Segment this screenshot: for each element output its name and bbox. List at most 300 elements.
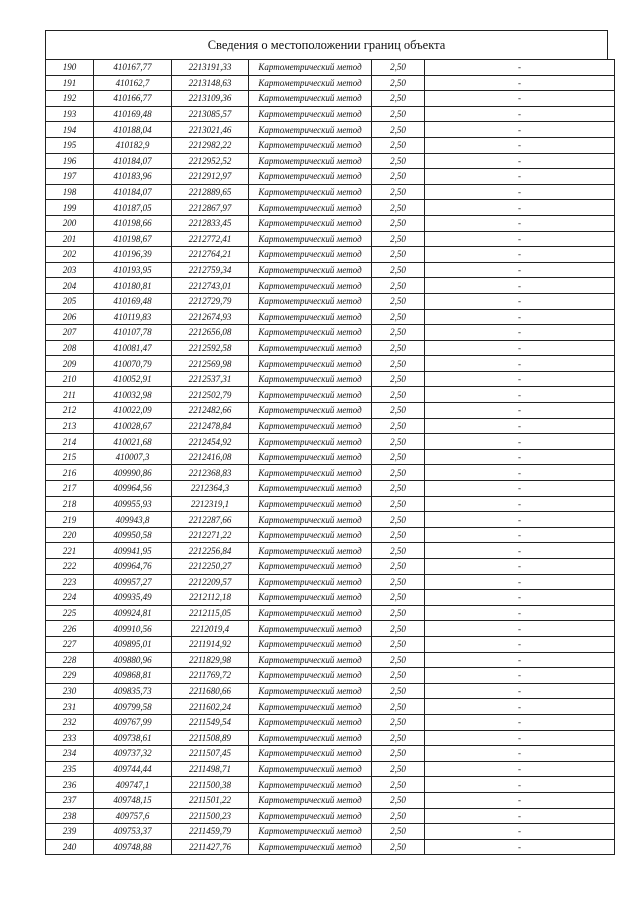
point-number-cell: 193 (46, 106, 94, 122)
x-coordinate-cell: 410119,83 (94, 309, 172, 325)
table-row (46, 278, 615, 294)
method-cell: Картометрический метод (249, 636, 372, 652)
point-number-cell: 225 (46, 605, 94, 621)
description-cell: - (425, 683, 615, 699)
point-number-cell: 231 (46, 699, 94, 715)
point-number-cell: 215 (46, 449, 94, 465)
table-row (46, 746, 615, 762)
y-coordinate-cell: 2212772,41 (172, 231, 249, 247)
y-coordinate-cell: 2211459,79 (172, 824, 249, 840)
accuracy-cell: 2,50 (372, 481, 425, 497)
description-cell: - (425, 434, 615, 450)
method-cell: Картометрический метод (249, 481, 372, 497)
description-cell: - (425, 527, 615, 543)
method-cell: Картометрический метод (249, 184, 372, 200)
table-row (46, 247, 615, 263)
method-cell: Картометрический метод (249, 278, 372, 294)
accuracy-cell: 2,50 (372, 293, 425, 309)
method-cell: Картометрический метод (249, 730, 372, 746)
y-coordinate-cell: 2212952,52 (172, 153, 249, 169)
table-row (46, 777, 615, 793)
description-cell: - (425, 543, 615, 559)
method-cell: Картометрический метод (249, 403, 372, 419)
accuracy-cell: 2,50 (372, 683, 425, 699)
method-cell: Картометрический метод (249, 761, 372, 777)
table-row (46, 683, 615, 699)
y-coordinate-cell: 2211427,76 (172, 839, 249, 855)
description-cell: - (425, 652, 615, 668)
method-cell: Картометрический метод (249, 574, 372, 590)
accuracy-cell: 2,50 (372, 652, 425, 668)
table-row (46, 434, 615, 450)
x-coordinate-cell: 409910,56 (94, 621, 172, 637)
table-row (46, 137, 615, 153)
x-coordinate-cell: 410193,95 (94, 262, 172, 278)
accuracy-cell: 2,50 (372, 746, 425, 762)
description-cell: - (425, 792, 615, 808)
table-body (46, 60, 615, 855)
table-row (46, 512, 615, 528)
y-coordinate-cell: 2211498,71 (172, 761, 249, 777)
method-cell: Картометрический метод (249, 621, 372, 637)
x-coordinate-cell: 410188,04 (94, 122, 172, 138)
x-coordinate-cell: 410032,98 (94, 387, 172, 403)
method-cell: Картометрический метод (249, 293, 372, 309)
x-coordinate-cell: 409738,61 (94, 730, 172, 746)
description-cell: - (425, 231, 615, 247)
accuracy-cell: 2,50 (372, 668, 425, 684)
description-cell: - (425, 746, 615, 762)
method-cell: Картометрический метод (249, 714, 372, 730)
y-coordinate-cell: 2212743,01 (172, 278, 249, 294)
method-cell: Картометрический метод (249, 839, 372, 855)
method-cell: Картометрический метод (249, 200, 372, 216)
point-number-cell: 229 (46, 668, 94, 684)
y-coordinate-cell: 2212982,22 (172, 137, 249, 153)
table-row (46, 714, 615, 730)
accuracy-cell: 2,50 (372, 496, 425, 512)
x-coordinate-cell: 410070,79 (94, 356, 172, 372)
x-coordinate-cell: 409990,86 (94, 465, 172, 481)
description-cell: - (425, 169, 615, 185)
point-number-cell: 212 (46, 403, 94, 419)
y-coordinate-cell: 2212209,57 (172, 574, 249, 590)
table-row (46, 668, 615, 684)
table-row (46, 340, 615, 356)
x-coordinate-cell: 410187,05 (94, 200, 172, 216)
document-title: Сведения о местоположении границ объекта (45, 30, 608, 59)
accuracy-cell: 2,50 (372, 231, 425, 247)
x-coordinate-cell: 410184,07 (94, 184, 172, 200)
accuracy-cell: 2,50 (372, 590, 425, 606)
point-number-cell: 203 (46, 262, 94, 278)
x-coordinate-cell: 410081,47 (94, 340, 172, 356)
description-cell: - (425, 590, 615, 606)
x-coordinate-cell: 409835,73 (94, 683, 172, 699)
description-cell: - (425, 449, 615, 465)
description-cell: - (425, 481, 615, 497)
point-number-cell: 221 (46, 543, 94, 559)
method-cell: Картометрический метод (249, 75, 372, 91)
y-coordinate-cell: 2211500,23 (172, 808, 249, 824)
table-row (46, 527, 615, 543)
y-coordinate-cell: 2212729,79 (172, 293, 249, 309)
y-coordinate-cell: 2212867,97 (172, 200, 249, 216)
x-coordinate-cell: 410198,67 (94, 231, 172, 247)
point-number-cell: 239 (46, 824, 94, 840)
description-cell: - (425, 808, 615, 824)
y-coordinate-cell: 2212833,45 (172, 215, 249, 231)
table-row (46, 761, 615, 777)
method-cell: Картометрический метод (249, 231, 372, 247)
y-coordinate-cell: 2212478,84 (172, 418, 249, 434)
method-cell: Картометрический метод (249, 543, 372, 559)
accuracy-cell: 2,50 (372, 403, 425, 419)
table-row (46, 590, 615, 606)
accuracy-cell: 2,50 (372, 122, 425, 138)
point-number-cell: 197 (46, 169, 94, 185)
table-row (46, 356, 615, 372)
point-number-cell: 198 (46, 184, 94, 200)
point-number-cell: 230 (46, 683, 94, 699)
y-coordinate-cell: 2212368,83 (172, 465, 249, 481)
accuracy-cell: 2,50 (372, 730, 425, 746)
description-cell: - (425, 761, 615, 777)
x-coordinate-cell: 410183,96 (94, 169, 172, 185)
point-number-cell: 232 (46, 714, 94, 730)
point-number-cell: 204 (46, 278, 94, 294)
description-cell: - (425, 496, 615, 512)
point-number-cell: 201 (46, 231, 94, 247)
description-cell: - (425, 418, 615, 434)
x-coordinate-cell: 410184,07 (94, 153, 172, 169)
table-row (46, 309, 615, 325)
method-cell: Картометрический метод (249, 371, 372, 387)
description-cell: - (425, 839, 615, 855)
point-number-cell: 224 (46, 590, 94, 606)
method-cell: Картометрический метод (249, 699, 372, 715)
boundary-coordinates-table (45, 59, 615, 855)
description-cell: - (425, 403, 615, 419)
accuracy-cell: 2,50 (372, 465, 425, 481)
table-row (46, 293, 615, 309)
point-number-cell: 191 (46, 75, 94, 91)
x-coordinate-cell: 409964,76 (94, 559, 172, 575)
description-cell: - (425, 106, 615, 122)
x-coordinate-cell: 409799,58 (94, 699, 172, 715)
table-row (46, 60, 615, 76)
accuracy-cell: 2,50 (372, 309, 425, 325)
y-coordinate-cell: 2212250,27 (172, 559, 249, 575)
method-cell: Картометрический метод (249, 668, 372, 684)
description-cell: - (425, 91, 615, 107)
description-cell: - (425, 621, 615, 637)
x-coordinate-cell: 410052,91 (94, 371, 172, 387)
accuracy-cell: 2,50 (372, 91, 425, 107)
y-coordinate-cell: 2212454,92 (172, 434, 249, 450)
x-coordinate-cell: 409935,49 (94, 590, 172, 606)
accuracy-cell: 2,50 (372, 621, 425, 637)
table-row (46, 91, 615, 107)
accuracy-cell: 2,50 (372, 184, 425, 200)
accuracy-cell: 2,50 (372, 543, 425, 559)
table-row (46, 824, 615, 840)
accuracy-cell: 2,50 (372, 278, 425, 294)
x-coordinate-cell: 409868,81 (94, 668, 172, 684)
y-coordinate-cell: 2211602,24 (172, 699, 249, 715)
x-coordinate-cell: 409943,8 (94, 512, 172, 528)
method-cell: Картометрический метод (249, 777, 372, 793)
y-coordinate-cell: 2212482,66 (172, 403, 249, 419)
accuracy-cell: 2,50 (372, 106, 425, 122)
y-coordinate-cell: 2211680,66 (172, 683, 249, 699)
x-coordinate-cell: 410198,66 (94, 215, 172, 231)
point-number-cell: 223 (46, 574, 94, 590)
y-coordinate-cell: 2212115,05 (172, 605, 249, 621)
x-coordinate-cell: 410021,68 (94, 434, 172, 450)
y-coordinate-cell: 2212271,22 (172, 527, 249, 543)
table-row (46, 481, 615, 497)
accuracy-cell: 2,50 (372, 824, 425, 840)
description-cell: - (425, 60, 615, 76)
table-row (46, 387, 615, 403)
point-number-cell: 202 (46, 247, 94, 263)
description-cell: - (425, 153, 615, 169)
x-coordinate-cell: 409950,58 (94, 527, 172, 543)
method-cell: Картометрический метод (249, 746, 372, 762)
table-row (46, 559, 615, 575)
table-row (46, 652, 615, 668)
x-coordinate-cell: 410169,48 (94, 106, 172, 122)
y-coordinate-cell: 2212112,18 (172, 590, 249, 606)
method-cell: Картометрический метод (249, 434, 372, 450)
x-coordinate-cell: 410169,48 (94, 293, 172, 309)
accuracy-cell: 2,50 (372, 325, 425, 341)
x-coordinate-cell: 409957,27 (94, 574, 172, 590)
description-cell: - (425, 75, 615, 91)
y-coordinate-cell: 2212537,31 (172, 371, 249, 387)
method-cell: Картометрический метод (249, 808, 372, 824)
description-cell: - (425, 559, 615, 575)
accuracy-cell: 2,50 (372, 215, 425, 231)
y-coordinate-cell: 2212287,66 (172, 512, 249, 528)
table-row (46, 371, 615, 387)
y-coordinate-cell: 2211508,89 (172, 730, 249, 746)
x-coordinate-cell: 409767,99 (94, 714, 172, 730)
point-number-cell: 211 (46, 387, 94, 403)
point-number-cell: 238 (46, 808, 94, 824)
accuracy-cell: 2,50 (372, 699, 425, 715)
point-number-cell: 199 (46, 200, 94, 216)
method-cell: Картометрический метод (249, 527, 372, 543)
method-cell: Картометрический метод (249, 340, 372, 356)
accuracy-cell: 2,50 (372, 777, 425, 793)
accuracy-cell: 2,50 (372, 200, 425, 216)
y-coordinate-cell: 2211549,54 (172, 714, 249, 730)
accuracy-cell: 2,50 (372, 761, 425, 777)
description-cell: - (425, 278, 615, 294)
table-row (46, 574, 615, 590)
point-number-cell: 227 (46, 636, 94, 652)
y-coordinate-cell: 2213021,46 (172, 122, 249, 138)
method-cell: Картометрический метод (249, 449, 372, 465)
accuracy-cell: 2,50 (372, 839, 425, 855)
point-number-cell: 206 (46, 309, 94, 325)
y-coordinate-cell: 2213085,57 (172, 106, 249, 122)
accuracy-cell: 2,50 (372, 247, 425, 263)
method-cell: Картометрический метод (249, 356, 372, 372)
accuracy-cell: 2,50 (372, 60, 425, 76)
x-coordinate-cell: 409748,15 (94, 792, 172, 808)
table-row (46, 184, 615, 200)
method-cell: Картометрический метод (249, 792, 372, 808)
method-cell: Картометрический метод (249, 652, 372, 668)
table-row (46, 699, 615, 715)
method-cell: Картометрический метод (249, 325, 372, 341)
y-coordinate-cell: 2212674,93 (172, 309, 249, 325)
accuracy-cell: 2,50 (372, 262, 425, 278)
description-cell: - (425, 714, 615, 730)
description-cell: - (425, 215, 615, 231)
method-cell: Картометрический метод (249, 512, 372, 528)
point-number-cell: 233 (46, 730, 94, 746)
description-cell: - (425, 325, 615, 341)
description-cell: - (425, 777, 615, 793)
table-row (46, 215, 615, 231)
description-cell: - (425, 184, 615, 200)
point-number-cell: 234 (46, 746, 94, 762)
x-coordinate-cell: 409895,01 (94, 636, 172, 652)
x-coordinate-cell: 409747,1 (94, 777, 172, 793)
description-cell: - (425, 293, 615, 309)
point-number-cell: 217 (46, 481, 94, 497)
y-coordinate-cell: 2212319,1 (172, 496, 249, 512)
accuracy-cell: 2,50 (372, 356, 425, 372)
table-row (46, 808, 615, 824)
description-cell: - (425, 387, 615, 403)
description-cell: - (425, 356, 615, 372)
table-row (46, 122, 615, 138)
accuracy-cell: 2,50 (372, 605, 425, 621)
y-coordinate-cell: 2212889,65 (172, 184, 249, 200)
point-number-cell: 200 (46, 215, 94, 231)
accuracy-cell: 2,50 (372, 137, 425, 153)
x-coordinate-cell: 409941,95 (94, 543, 172, 559)
method-cell: Картометрический метод (249, 215, 372, 231)
description-cell: - (425, 309, 615, 325)
point-number-cell: 194 (46, 122, 94, 138)
point-number-cell: 226 (46, 621, 94, 637)
description-cell: - (425, 122, 615, 138)
method-cell: Картометрический метод (249, 91, 372, 107)
point-number-cell: 208 (46, 340, 94, 356)
description-cell: - (425, 512, 615, 528)
y-coordinate-cell: 2211500,38 (172, 777, 249, 793)
x-coordinate-cell: 409753,37 (94, 824, 172, 840)
description-cell: - (425, 262, 615, 278)
accuracy-cell: 2,50 (372, 75, 425, 91)
y-coordinate-cell: 2212019,4 (172, 621, 249, 637)
y-coordinate-cell: 2212912,97 (172, 169, 249, 185)
method-cell: Картометрический метод (249, 169, 372, 185)
method-cell: Картометрический метод (249, 590, 372, 606)
table-row (46, 543, 615, 559)
x-coordinate-cell: 410007,3 (94, 449, 172, 465)
method-cell: Картометрический метод (249, 824, 372, 840)
x-coordinate-cell: 410167,77 (94, 60, 172, 76)
accuracy-cell: 2,50 (372, 559, 425, 575)
point-number-cell: 216 (46, 465, 94, 481)
method-cell: Картометрический метод (249, 60, 372, 76)
accuracy-cell: 2,50 (372, 527, 425, 543)
table-row (46, 106, 615, 122)
y-coordinate-cell: 2213109,36 (172, 91, 249, 107)
x-coordinate-cell: 409880,96 (94, 652, 172, 668)
method-cell: Картометрический метод (249, 137, 372, 153)
point-number-cell: 219 (46, 512, 94, 528)
accuracy-cell: 2,50 (372, 387, 425, 403)
accuracy-cell: 2,50 (372, 808, 425, 824)
description-cell: - (425, 605, 615, 621)
method-cell: Картометрический метод (249, 387, 372, 403)
accuracy-cell: 2,50 (372, 153, 425, 169)
description-cell: - (425, 824, 615, 840)
point-number-cell: 207 (46, 325, 94, 341)
description-cell: - (425, 465, 615, 481)
point-number-cell: 210 (46, 371, 94, 387)
description-cell: - (425, 574, 615, 590)
point-number-cell: 195 (46, 137, 94, 153)
point-number-cell: 196 (46, 153, 94, 169)
table-row (46, 262, 615, 278)
point-number-cell: 192 (46, 91, 94, 107)
x-coordinate-cell: 409744,44 (94, 761, 172, 777)
description-cell: - (425, 247, 615, 263)
table-row (46, 449, 615, 465)
point-number-cell: 218 (46, 496, 94, 512)
description-cell: - (425, 636, 615, 652)
y-coordinate-cell: 2212764,21 (172, 247, 249, 263)
y-coordinate-cell: 2211914,92 (172, 636, 249, 652)
x-coordinate-cell: 410166,77 (94, 91, 172, 107)
method-cell: Картометрический метод (249, 309, 372, 325)
point-number-cell: 209 (46, 356, 94, 372)
accuracy-cell: 2,50 (372, 574, 425, 590)
description-cell: - (425, 371, 615, 387)
accuracy-cell: 2,50 (372, 512, 425, 528)
x-coordinate-cell: 409737,32 (94, 746, 172, 762)
table-row (46, 839, 615, 855)
description-cell: - (425, 137, 615, 153)
method-cell: Картометрический метод (249, 559, 372, 575)
method-cell: Картометрический метод (249, 153, 372, 169)
description-cell: - (425, 730, 615, 746)
table-row (46, 325, 615, 341)
accuracy-cell: 2,50 (372, 714, 425, 730)
accuracy-cell: 2,50 (372, 340, 425, 356)
y-coordinate-cell: 2211507,45 (172, 746, 249, 762)
y-coordinate-cell: 2212569,98 (172, 356, 249, 372)
method-cell: Картометрический метод (249, 465, 372, 481)
y-coordinate-cell: 2212256,84 (172, 543, 249, 559)
method-cell: Картометрический метод (249, 683, 372, 699)
accuracy-cell: 2,50 (372, 434, 425, 450)
point-number-cell: 240 (46, 839, 94, 855)
accuracy-cell: 2,50 (372, 449, 425, 465)
accuracy-cell: 2,50 (372, 636, 425, 652)
y-coordinate-cell: 2212592,58 (172, 340, 249, 356)
method-cell: Картометрический метод (249, 106, 372, 122)
